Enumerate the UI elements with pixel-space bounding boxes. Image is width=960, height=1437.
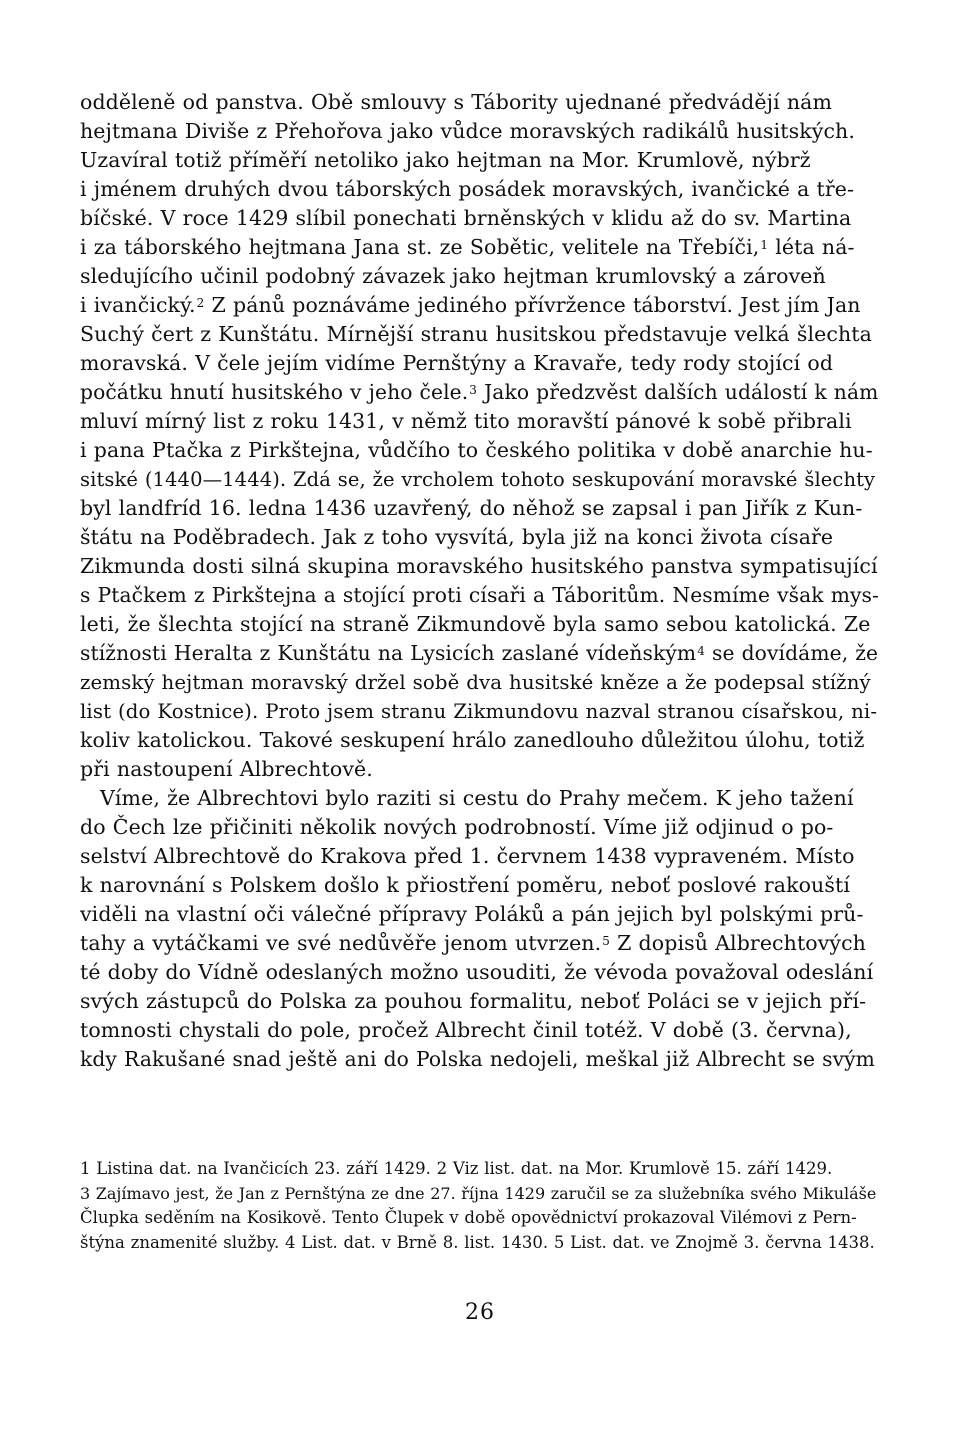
text-line — [80, 291, 880, 320]
text-line-content: mluví mírný list z roku 1431, v němž tito moravští pánové k sobě přibrali — [80, 409, 852, 433]
text-line — [80, 233, 880, 262]
text-line — [80, 146, 880, 175]
text-line-content: s Ptačkem z Pirkštejna a stojící proti císaři a Táboritům. Nesmíme však mys- — [80, 583, 879, 607]
text-line-content: i jménem druhých dvou táborských posádek moravských, ivančické a tře- — [80, 177, 855, 201]
text-line — [80, 581, 880, 610]
text-line-content: sitské (1440—1444). Zdá se, že vrcholem tohoto seskupování moravské šlechty — [80, 468, 876, 491]
text-line-content: koliv katolickou. Takové seskupení hrálo zanedlouho důležitou úlohu, totiž — [80, 728, 865, 752]
text-line-content: hejtmana Diviše z Přehořova jako vůdce moravských radikálů husitských. — [80, 119, 855, 143]
text-line — [80, 1045, 880, 1074]
text-line-content: i ivančický. — [80, 293, 196, 317]
text-line-continuation: se dovídáme, že — [704, 641, 879, 665]
text-line — [80, 871, 880, 900]
text-line-content: svých zástupců do Polska za pouhou formalitu, neboť Poláci se v jejich pří- — [80, 989, 867, 1013]
text-line-content: i za táborského hejtmana Jana st. ze Sobětic, velitele na Třebíči, — [80, 235, 760, 259]
page-number: 26 — [465, 1300, 495, 1325]
text-line — [80, 1016, 880, 1045]
text-line — [80, 204, 880, 233]
text-line-continuation: Jako předzvěst dalších událostí k nám — [477, 380, 879, 404]
text-line — [80, 523, 880, 552]
text-line — [80, 900, 880, 929]
text-line — [80, 726, 880, 755]
text-line-content: leti, že šlechta stojící na straně Zikmundově byla samo sebou katolická. Ze — [80, 612, 871, 636]
footnote-reference: 2 — [196, 296, 205, 310]
text-line — [80, 436, 880, 465]
text-line — [80, 639, 880, 668]
text-line-content: byl landfríd 16. ledna 1436 uzavřený, do něhož se zapsal i pan Jiřík z Kun- — [80, 496, 863, 520]
text-line-continuation: Z dopisů Albrechtových — [609, 931, 866, 955]
text-line — [80, 494, 880, 523]
text-line — [80, 987, 880, 1016]
text-line-content: při nastoupení Albrechtově. — [80, 757, 373, 781]
text-line-content: list (do Kostnice). Proto jsem stranu Zikmundovu nazval stranou císařskou, ni- — [80, 700, 878, 723]
text-line-continuation: Z pánů poznáváme jediného přívržence táborství. Jest jím Jan — [204, 293, 861, 317]
text-line-content: selství Albrechtově do Krakova před 1. červnem 1438 vypraveném. Místo — [80, 844, 855, 868]
footnote-reference: 5 — [602, 934, 610, 948]
text-line-content: tahy a vytáčkami ve své nedůvěře jenom utvrzen. — [80, 931, 602, 955]
text-line — [80, 842, 880, 871]
main-text — [80, 88, 880, 1074]
text-line-continuation: léta ná- — [768, 235, 855, 259]
text-line-content: k narovnání s Polskem došlo k přiostření poměru, neboť poslové rakouští — [80, 873, 850, 897]
text-line — [80, 958, 880, 987]
text-line-content: té doby do Vídně odeslaných možno usouditi, že vévoda považoval odeslání — [80, 960, 874, 984]
text-line-content: zemský hejtman moravský držel sobě dva husitské kněze a že podepsal stížný — [80, 671, 871, 694]
text-line — [80, 929, 880, 958]
text-line — [80, 88, 880, 117]
footnote-reference: 3 — [469, 383, 478, 397]
text-line-content: i pana Ptačka z Pirkštejna, vůdčího to českého politika v době anarchie hu- — [80, 438, 873, 462]
text-line — [80, 117, 880, 146]
text-line-content: sledujícího učinil podobný závazek jako hejtman krumlovský a zároveň — [80, 264, 826, 288]
text-line — [80, 755, 880, 784]
footnote-reference: 1 — [760, 238, 769, 252]
footnotes — [80, 1157, 880, 1255]
text-line — [80, 175, 880, 204]
text-line-content: Uzavíral totiž příměří netoliko jako hejtman na Mor. Krumlově, nýbrž — [80, 148, 811, 172]
text-line — [80, 378, 880, 407]
text-line — [80, 784, 880, 813]
text-line-content: do Čech lze přičiniti několik nových podrobností. Víme již odjinud o po- — [80, 815, 834, 839]
footnote-line: 3 Zajímavo jest, že Jan z Pernštýna ze dne 27. října 1429 zaručil se za služebníka svého Mikuláše — [80, 1183, 877, 1203]
text-line-content: moravská. V čele jejím vidíme Pernštýny a Kravaře, tedy rody stojící od — [80, 351, 834, 375]
text-line — [80, 697, 880, 726]
text-line-content: viděli na vlastní oči válečné přípravy Poláků a pán jejich byl polskými prů- — [80, 902, 864, 926]
text-line — [80, 610, 880, 639]
text-line — [80, 349, 880, 378]
text-line-content: stížnosti Heralta z Kunštátu na Lysicích zaslané vídeňským — [80, 641, 697, 665]
text-line-content: odděleně od panstva. Obě smlouvy s Tábority ujednané předvádějí nám — [80, 90, 833, 114]
text-line — [80, 320, 880, 349]
text-line-content: Zikmunda dosti silná skupina moravského husitského panstva sympatisující — [80, 554, 878, 578]
text-line-content: Suchý čert z Kunštátu. Mírnější stranu husitskou představuje velká šlechta — [80, 322, 872, 346]
text-line-content: Víme, že Albrechtovi bylo raziti si cestu do Prahy mečem. K jeho tažení — [100, 786, 854, 810]
text-line — [80, 813, 880, 842]
text-line-content: štátu na Poděbradech. Jak z toho vysvítá, byla již na konci života císaře — [80, 525, 834, 549]
footnote-line: štýna znamenité služby. 4 List. dat. v Brně 8. list. 1430. 5 List. dat. ve Znojmě 3. června 1438. — [80, 1232, 875, 1252]
text-line-content: kdy Rakušané snad ještě ani do Polska nedojeli, meškal již Albrecht se svým — [80, 1047, 875, 1071]
text-line — [80, 465, 880, 494]
text-line — [80, 668, 880, 697]
text-line-content: bíčské. V roce 1429 slíbil ponechati brněnských v klidu až do sv. Martina — [80, 206, 852, 230]
footnote-reference: 4 — [697, 644, 705, 658]
footnote-line: Člupka seděním na Kosikově. Tento Člupek v době opovědnictví prokazoval Vilémovi z Pern- — [80, 1208, 857, 1227]
footnote-line: 1 Listina dat. na Ivančicích 23. září 1429. 2 Viz list. dat. na Mor. Krumlově 15. září 1429. — [80, 1159, 833, 1178]
text-line-content: počátku hnutí husitského v jeho čele. — [80, 380, 469, 404]
text-line — [80, 262, 880, 291]
text-line-content: tomnosti chystali do pole, pročež Albrecht činil totéž. V době (3. června), — [80, 1018, 852, 1042]
text-line — [80, 552, 880, 581]
text-line — [80, 407, 880, 436]
